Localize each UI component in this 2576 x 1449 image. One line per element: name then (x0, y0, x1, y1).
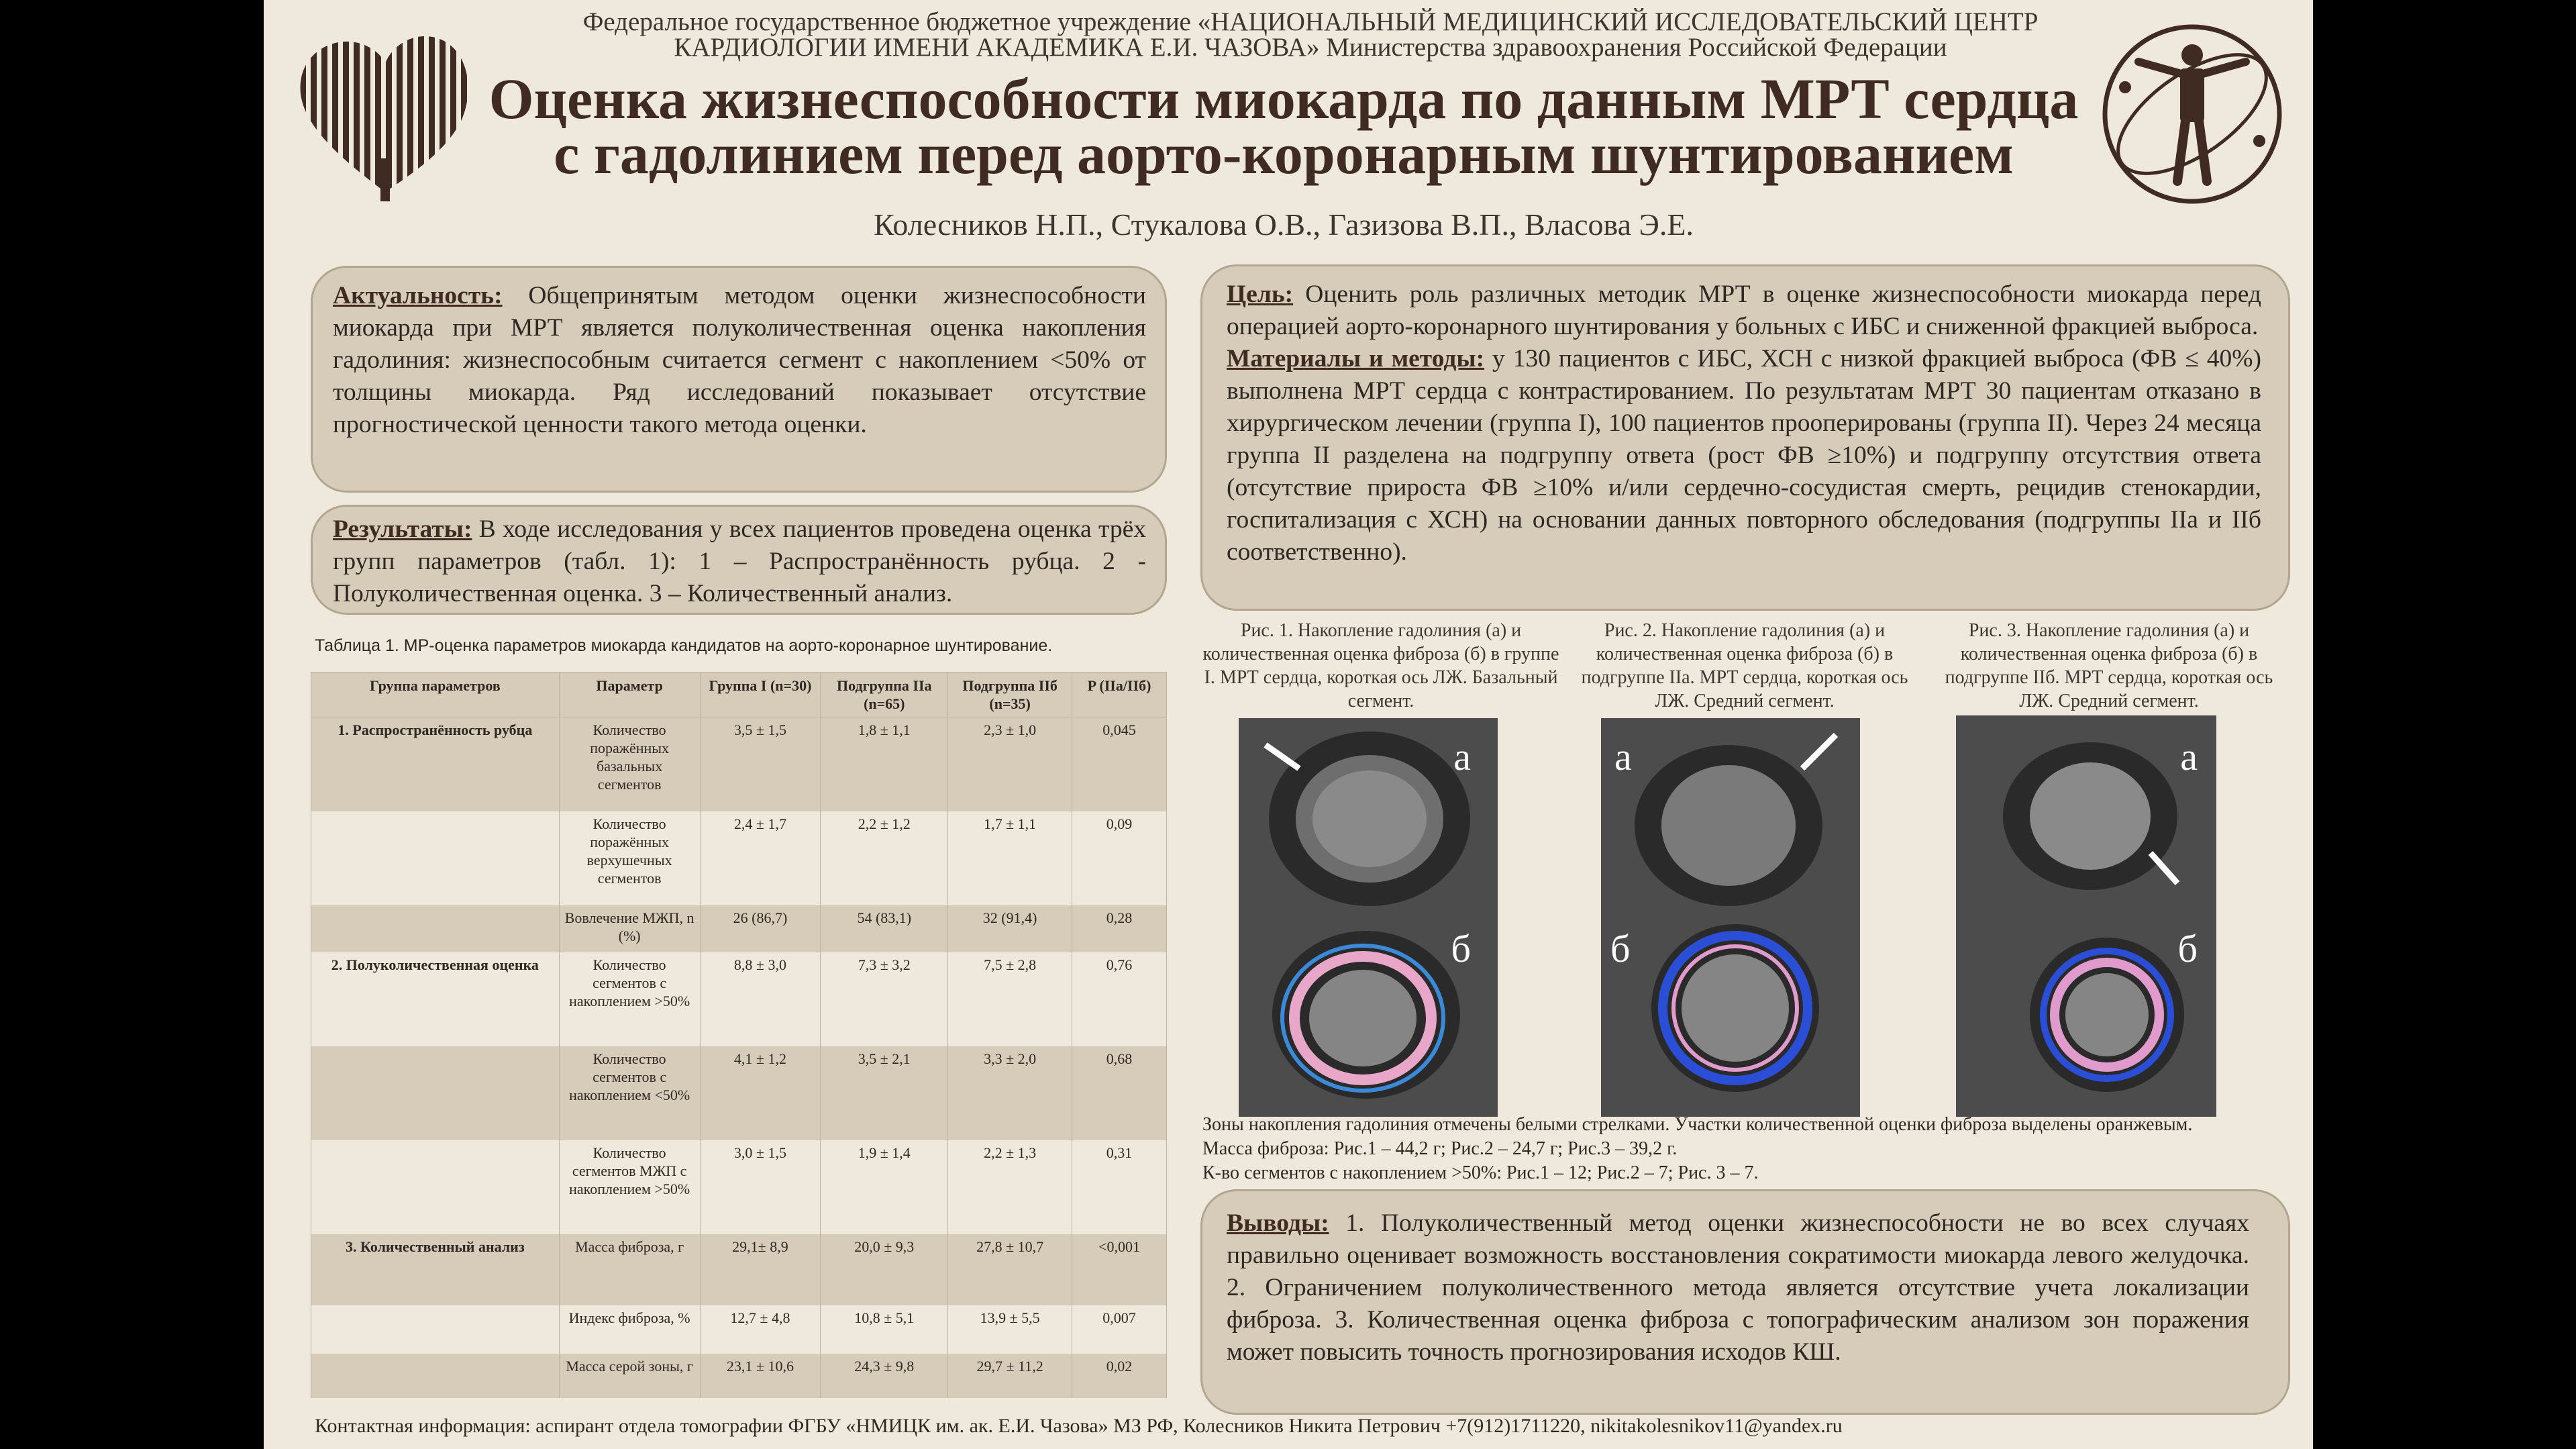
figure-1b-image (1239, 907, 1498, 1117)
figure-2-caption: Рис. 2. Накопление гадолиния (а) и количественная оценка фиброза (б) в подгруппе IIа. МРТ сердца, короткая ось ЛЖ. Средний сегмент. (1581, 620, 1908, 711)
institution-line-2: КАРДИОЛОГИИ ИМЕНИ АКАДЕМИКА Е.И. ЧАЗОВА» Министерства здравоохранения Российской Федерации (674, 33, 1947, 62)
relevance-heading: Актуальность: (333, 282, 503, 309)
table-row (311, 905, 1167, 952)
table-cell: 10,8 ± 5,1 (821, 1305, 948, 1354)
figure-note-2: Масса фиброза: Рис.1 – 44,2 г; Рис.2 – 24,7 г; Рис.3 – 39,2 г. (1202, 1138, 1678, 1159)
goal-heading: Цель: (1227, 281, 1294, 308)
methods-paragraph (1227, 343, 2261, 568)
table-cell: 0,09 (1072, 811, 1167, 905)
figure-1a-label: а (1453, 735, 1471, 779)
table-caption: Таблица 1. МР-оценка параметров миокарда кандидатов на аорто-коронарное шунтирование. (315, 636, 1053, 655)
table-cell: Количество поражённых базальных сегментов (559, 717, 700, 811)
goal-text: Оценить роль различных методик МРТ в оценке жизнеспособности миокарда перед операцией аорто-коронарного шунтирования у больных с ИБС и сниженной фракцией выброса. (1227, 281, 2261, 340)
table-cell: Индекс фиброза, % (559, 1305, 700, 1354)
figure-2a-image (1601, 718, 1860, 907)
figure-1a-image (1239, 718, 1498, 907)
column-header: P (IIа/IIб) (1072, 672, 1167, 717)
table-row (311, 811, 1167, 905)
table-cell: Количество сегментов МЖП с накоплением >50% (559, 1140, 700, 1234)
relevance-text: Общепринятым методом оценки жизнеспособности миокарда при МРТ является полуколичественная оценка накопления гадолиния: жизнеспособным считается сегмент с накоплением <50% от толщины миокарда. Ряд исследований показывает отсутствие прогностической ценности такого метода оценки. (333, 282, 1146, 438)
table-cell: Количество сегментов с накоплением >50% (559, 952, 700, 1046)
table-cell: Количество сегментов с накоплением <50% (559, 1046, 700, 1140)
figure-1-caption: Рис. 1. Накопление гадолиния (а) и количественная оценка фиброза (б) в группе I. МРТ сердца, короткая ось ЛЖ. Базальный сегмент. (1202, 620, 1559, 711)
figure-2b-image (1601, 907, 1860, 1117)
table-cell: 0,007 (1072, 1305, 1167, 1354)
mri-scan-image (1601, 718, 1860, 907)
conclusions-text: 1. Полуколичественный метод оценки жизнеспособности не во всех случаях правильно оценивает возможность восстановления сократимости миокарда левого желудочка. 2. Ограничением полуколичественного метода является отсутствие учета локализации фиброза. 3. Количественная оценка фиброза с топографическим анализом зон поражения может повысить точность прогнозирования исходов КШ. (1227, 1209, 2249, 1366)
results-box (311, 505, 1167, 615)
table-cell: 2. Полуколичественная оценка (311, 952, 560, 1046)
title-line-1: Оценка жизнеспособности миокарда по данным МРТ сердца (488, 66, 2079, 131)
table-cell: 27,8 ± 10,7 (948, 1234, 1072, 1305)
table-cell (311, 1140, 560, 1234)
table-cell: Масса фиброза, г (559, 1234, 700, 1305)
figure-3a-label: а (2180, 735, 2198, 779)
table-cell: 2,2 ± 1,2 (821, 811, 948, 905)
conclusions-box (1200, 1189, 2290, 1415)
table-cell: 0,68 (1072, 1046, 1167, 1140)
figure-3b-image (1956, 907, 2216, 1117)
table-cell: 0,31 (1072, 1140, 1167, 1234)
table-cell: 13,9 ± 5,5 (948, 1305, 1072, 1354)
table-cell: 7,5 ± 2,8 (948, 952, 1072, 1046)
table-row (311, 717, 1167, 811)
table-cell: 32 (91,4) (948, 905, 1072, 952)
figure-3b-label: б (2177, 927, 2198, 970)
table-cell (311, 811, 560, 905)
poster (264, 0, 2313, 1449)
table-cell: 0,02 (1072, 1354, 1167, 1398)
table-cell: 3,3 ± 2,0 (948, 1046, 1072, 1140)
table-cell: <0,001 (1072, 1234, 1167, 1305)
table-cell: Количество поражённых верхушечных сегментов (559, 811, 700, 905)
table-cell: Масса серой зоны, г (559, 1354, 700, 1398)
table-cell: 3. Количественный анализ (311, 1234, 560, 1305)
table-cell: 20,0 ± 9,3 (821, 1234, 948, 1305)
results-text: В ходе исследования у всех пациентов проведена оценка трёх групп параметров (табл. 1): 1 – Распространённость рубца. 2 - Полуколичественная оценка. 3 – Количественный анализ. (333, 515, 1146, 607)
table-cell: 23,1 ± 10,6 (700, 1354, 821, 1398)
figure-2a-label: а (1614, 735, 1632, 779)
table-header-row (311, 672, 1167, 717)
table-cell: 1,9 ± 1,4 (821, 1140, 948, 1234)
table-cell (311, 1046, 560, 1140)
table-cell: 1. Распространённость рубца (311, 717, 560, 811)
figure-2b-label: б (1610, 927, 1631, 970)
table-cell: 0,045 (1072, 717, 1167, 811)
column-header: Группа параметров (311, 672, 560, 717)
institution (566, 9, 2055, 60)
mri-scan-image (1601, 907, 1860, 1117)
table-cell: 54 (83,1) (821, 905, 948, 952)
title-line-2: с гадолинием перед аорто-коронарным шунтированием (554, 121, 2014, 186)
results-heading: Результаты: (333, 515, 472, 543)
table-cell: 12,7 ± 4,8 (700, 1305, 821, 1354)
methods-text: у 130 пациентов с ИБС, ХСН с низкой фракцией выброса (ФВ ≤ 40%) выполнена МРТ сердца с контрастированием. По результатам МРТ 30 пациентам отказано в хирургическом лечении (группа I), 100 пациентов прооперированы (группа II). Через 24 месяца группа II разделена на подгруппу ответа (рост ФВ ≥10%) и подгруппу отсутствия ответа (отсутствие прироста ФВ ≥10% и/или сердечно-сосудистая смерть, рецидив стенокардии, госпитализация с ХСН) на основании данных повторного обследования (подгруппы IIа и IIб соответственно). (1227, 345, 2261, 566)
figure-notes (1202, 1113, 2289, 1185)
table-cell (311, 1305, 560, 1354)
figure-note-3: К-во сегментов с накоплением >50%: Рис.1 – 12; Рис.2 – 7; Рис. 3 – 7. (1202, 1162, 1759, 1183)
institution-line-1: Федеральное государственное бюджетное учреждение «НАЦИОНАЛЬНЫЙ МЕДИЦИНСКИЙ ИССЛЕДОВАТЕЛЬСКИЙ ЦЕНТР (582, 7, 2039, 36)
poster-title (438, 66, 2129, 186)
table-cell: 1,7 ± 1,1 (948, 811, 1072, 905)
table-cell: 8,8 ± 3,0 (700, 952, 821, 1046)
column-header: Подгруппа IIа (n=65) (821, 672, 948, 717)
goal-methods-box (1200, 264, 2290, 611)
table-cell: 3,5 ± 1,5 (700, 717, 821, 811)
figure-note-1: Зоны накопления гадолиния отмечены белыми стрелками. Участки количественной оценки фиброза выделены оранжевым. (1202, 1114, 2193, 1135)
table-row (311, 952, 1167, 1046)
column-header: Подгруппа IIб (n=35) (948, 672, 1072, 717)
table-row (311, 1354, 1167, 1398)
table-cell: 26 (86,7) (700, 905, 821, 952)
table-cell: 2,4 ± 1,7 (700, 811, 821, 905)
table-cell (311, 1354, 560, 1398)
column-header: Параметр (559, 672, 700, 717)
table-row (311, 1305, 1167, 1354)
table-cell: 2,2 ± 1,3 (948, 1140, 1072, 1234)
table-cell: 0,28 (1072, 905, 1167, 952)
table-cell: 7,3 ± 3,2 (821, 952, 948, 1046)
table-cell: 3,5 ± 2,1 (821, 1046, 948, 1140)
table-cell: Вовлечение МЖП, n (%) (559, 905, 700, 952)
table-cell: 29,7 ± 11,2 (948, 1354, 1072, 1398)
table-cell: 29,1± 8,9 (700, 1234, 821, 1305)
goal-paragraph (1227, 279, 2261, 343)
results-table (311, 672, 1167, 1398)
conclusions-heading: Выводы: (1227, 1209, 1329, 1237)
table-cell: 1,8 ± 1,1 (821, 717, 948, 811)
table-cell (311, 905, 560, 952)
mri-scan-image (1956, 715, 2216, 907)
table-row (311, 1046, 1167, 1140)
table-cell: 24,3 ± 9,8 (821, 1354, 948, 1398)
relevance-box (311, 266, 1167, 493)
figure-1b-label: б (1451, 927, 1471, 970)
table-cell: 2,3 ± 1,0 (948, 717, 1072, 811)
figure-3-caption: Рис. 3. Накопление гадолиния (а) и количественная оценка фиброза (б) в подгруппе IIб. МРТ сердца, короткая ось ЛЖ. Средний сегмент. (1945, 620, 2273, 711)
methods-heading: Материалы и методы: (1227, 345, 1485, 372)
contact-info: Контактная информация: аспирант отдела томографии ФГБУ «НМИЦК им. ак. Е.И. Чазова» МЗ РФ, Колесников Никита Петрович +7(912)1711220, nikitakolesnikov11@yandex.ru (315, 1415, 1843, 1437)
column-header: Группа I (n=30) (700, 672, 821, 717)
figure-3a-image (1956, 715, 2216, 907)
table-cell: 4,1 ± 1,2 (700, 1046, 821, 1140)
table-row (311, 1140, 1167, 1234)
authors: Колесников Н.П., Стукалова О.В., Газизова В.П., Власова Э.Е. (873, 207, 1694, 242)
table-cell: 0,76 (1072, 952, 1167, 1046)
table-cell: 3,0 ± 1,5 (700, 1140, 821, 1234)
table-row (311, 1234, 1167, 1305)
